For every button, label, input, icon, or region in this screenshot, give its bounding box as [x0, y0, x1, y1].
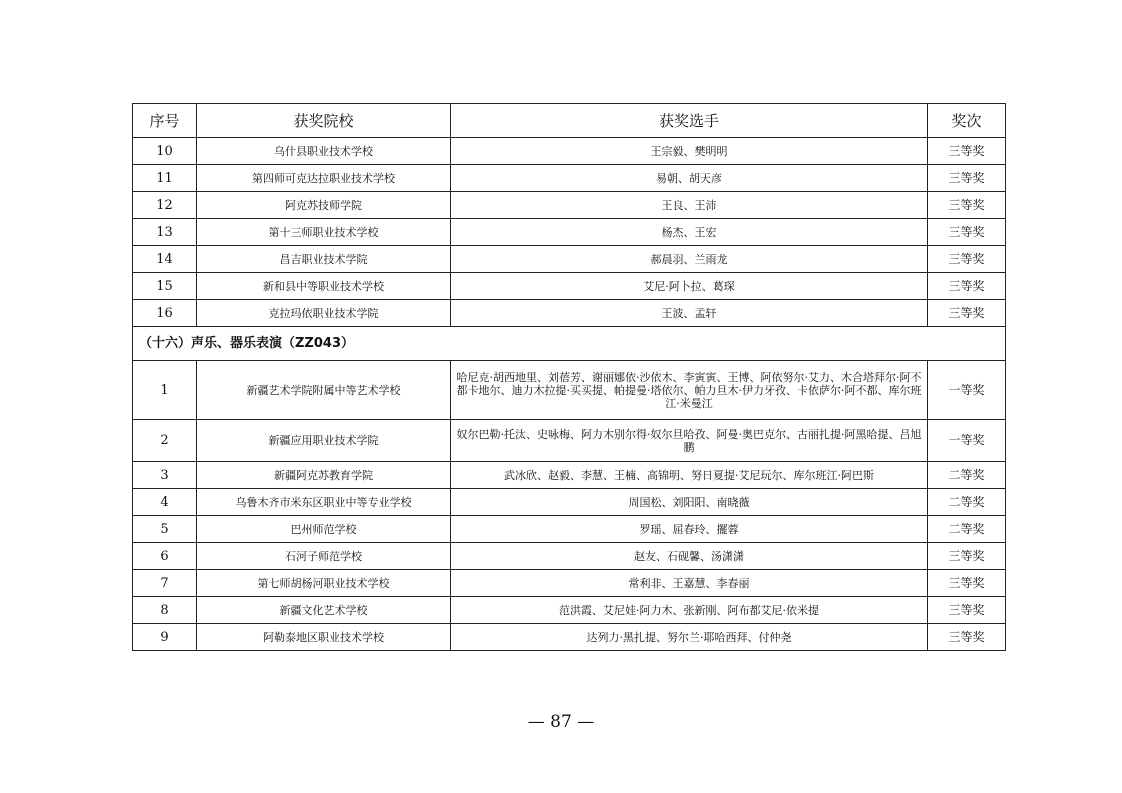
- cell-rank: 三等奖: [928, 300, 1006, 327]
- cell-rank: 三等奖: [928, 219, 1006, 246]
- cell-rank: 一等奖: [928, 361, 1006, 420]
- cell-players: 周国松、刘阳阳、南晓薇: [451, 489, 928, 516]
- cell-school: 第十三师职业技术学校: [197, 219, 451, 246]
- cell-school: 昌吉职业技术学院: [197, 246, 451, 273]
- cell-rank: 三等奖: [928, 624, 1006, 651]
- section-heading-row: [133, 327, 1006, 361]
- cell-rank: 一等奖: [928, 420, 1006, 462]
- table-row: [133, 273, 1006, 300]
- cell-school: 巴州师范学校: [197, 516, 451, 543]
- cell-seq: 13: [133, 219, 197, 246]
- table-row: [133, 246, 1006, 273]
- cell-school: 阿勒泰地区职业技术学校: [197, 624, 451, 651]
- table-row: [133, 300, 1006, 327]
- cell-players: 范洪霞、艾尼娃·阿力木、张新刚、阿布都艾尼·依米提: [451, 597, 928, 624]
- cell-players: 哈尼克·胡西地里、刘蓓芳、谢丽娜依·沙依木、李寅寅、王博、阿依努尔·艾力、木合塔拜尔·阿不都卡地尔、迪力木拉提·买买提、帕提曼·塔依尔、帕力旦木·伊力牙孜、卡依萨尔·阿不都、库尔班江·米曼江: [451, 361, 928, 420]
- header-school: 获奖院校: [197, 104, 451, 138]
- table-row: [133, 597, 1006, 624]
- cell-players: 王良、王沛: [451, 192, 928, 219]
- cell-rank: 三等奖: [928, 273, 1006, 300]
- cell-seq: 8: [133, 597, 197, 624]
- cell-seq: 5: [133, 516, 197, 543]
- cell-school: 乌什县职业技术学校: [197, 138, 451, 165]
- cell-seq: 6: [133, 543, 197, 570]
- table-row: [133, 138, 1006, 165]
- cell-players: 武冰欣、赵毅、李慧、王楠、高锦明、努日夏提·艾尼玩尔、库尔班江·阿巴斯: [451, 462, 928, 489]
- cell-seq: 10: [133, 138, 197, 165]
- cell-seq: 7: [133, 570, 197, 597]
- table-row: [133, 165, 1006, 192]
- table-row: [133, 361, 1006, 420]
- cell-players: 艾尼·阿卜拉、葛琛: [451, 273, 928, 300]
- cell-school: 阿克苏技师学院: [197, 192, 451, 219]
- header-rank: 奖次: [928, 104, 1006, 138]
- table-row: [133, 219, 1006, 246]
- cell-school: 新疆文化艺术学校: [197, 597, 451, 624]
- cell-players: 杨杰、王宏: [451, 219, 928, 246]
- cell-school: 新疆应用职业技术学院: [197, 420, 451, 462]
- cell-rank: 三等奖: [928, 597, 1006, 624]
- cell-players: 奴尔巴勒·托汰、史咏梅、阿力木别尔得·奴尔旦哈孜、阿曼·奥巴克尔、古丽扎提·阿黑哈提、吕旭鹏: [451, 420, 928, 462]
- cell-players: 易朝、胡天彦: [451, 165, 928, 192]
- cell-players: 王宗毅、樊明明: [451, 138, 928, 165]
- table-row: [133, 516, 1006, 543]
- cell-seq: 14: [133, 246, 197, 273]
- cell-rank: 二等奖: [928, 462, 1006, 489]
- cell-seq: 15: [133, 273, 197, 300]
- cell-rank: 三等奖: [928, 570, 1006, 597]
- table-row: [133, 543, 1006, 570]
- cell-seq: 11: [133, 165, 197, 192]
- cell-players: 达列力·黑扎提、努尔兰·耶哈西拜、付仲尧: [451, 624, 928, 651]
- table-row: [133, 570, 1006, 597]
- cell-school: 新和县中等职业技术学校: [197, 273, 451, 300]
- table-row: [133, 624, 1006, 651]
- cell-seq: 2: [133, 420, 197, 462]
- table-row: [133, 462, 1006, 489]
- cell-school: 克拉玛依职业技术学院: [197, 300, 451, 327]
- cell-players: 罗瑶、屈春玲、擺蓉: [451, 516, 928, 543]
- cell-rank: 三等奖: [928, 192, 1006, 219]
- cell-seq: 3: [133, 462, 197, 489]
- cell-school: 石河子师范学校: [197, 543, 451, 570]
- cell-players: 赵友、石砚馨、汤潇潇: [451, 543, 928, 570]
- cell-school: 第七师胡杨河职业技术学校: [197, 570, 451, 597]
- cell-school: 第四师可克达拉职业技术学校: [197, 165, 451, 192]
- cell-school: 新疆阿克苏教育学院: [197, 462, 451, 489]
- header-seq: 序号: [133, 104, 197, 138]
- cell-seq: 4: [133, 489, 197, 516]
- cell-players: 郝晨羽、兰雨龙: [451, 246, 928, 273]
- table-row: [133, 489, 1006, 516]
- cell-school: 乌鲁木齐市米东区职业中等专业学校: [197, 489, 451, 516]
- cell-seq: 1: [133, 361, 197, 420]
- cell-school: 新疆艺术学院附属中等艺术学校: [197, 361, 451, 420]
- cell-rank: 三等奖: [928, 246, 1006, 273]
- table-row: [133, 192, 1006, 219]
- cell-players: 王波、孟轩: [451, 300, 928, 327]
- page-number: — 87 —: [527, 712, 595, 732]
- cell-seq: 16: [133, 300, 197, 327]
- cell-players: 常利非、王嘉慧、李春丽: [451, 570, 928, 597]
- awards-table: [132, 103, 1006, 651]
- cell-seq: 12: [133, 192, 197, 219]
- cell-rank: 二等奖: [928, 489, 1006, 516]
- table-header-row: [133, 104, 1006, 138]
- cell-rank: 三等奖: [928, 543, 1006, 570]
- cell-seq: 9: [133, 624, 197, 651]
- cell-rank: 二等奖: [928, 516, 1006, 543]
- cell-rank: 三等奖: [928, 165, 1006, 192]
- table-row: [133, 420, 1006, 462]
- section-title: （十六）声乐、器乐表演（ZZ043）: [133, 327, 1006, 361]
- cell-rank: 三等奖: [928, 138, 1006, 165]
- header-players: 获奖选手: [451, 104, 928, 138]
